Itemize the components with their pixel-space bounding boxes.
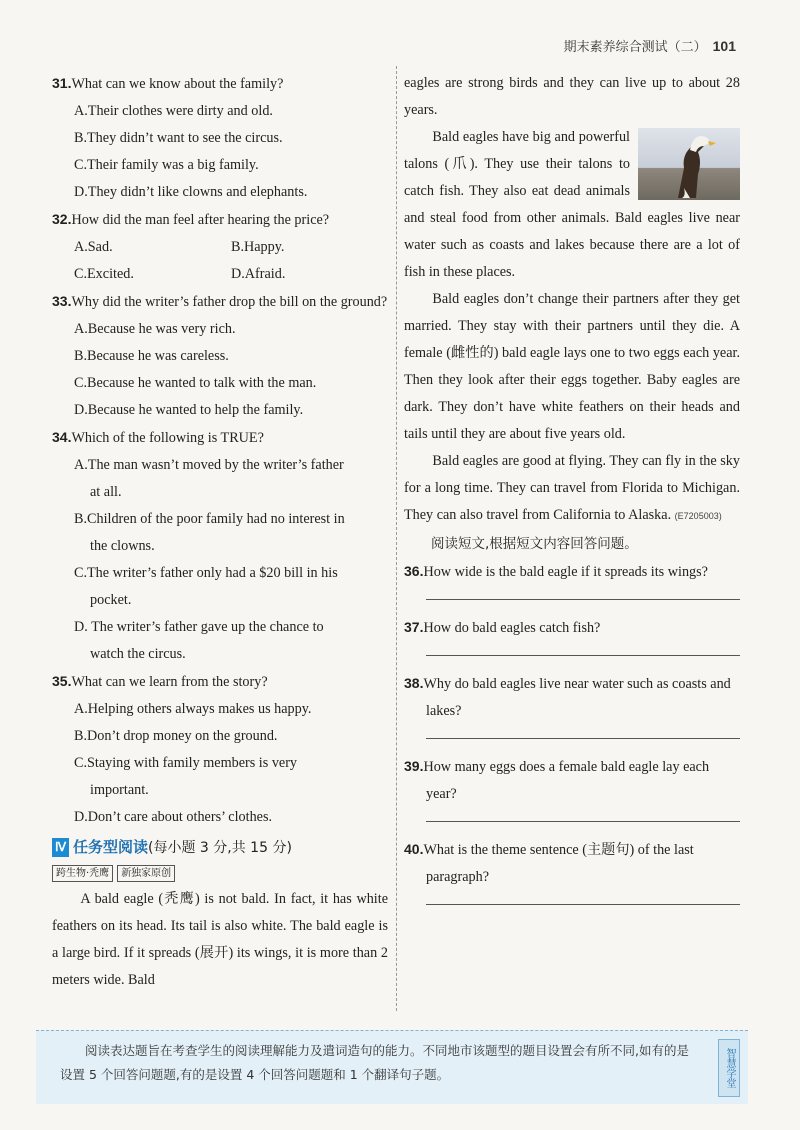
column-divider xyxy=(396,66,397,1011)
question-39 xyxy=(404,753,740,808)
bald-eagle-image xyxy=(638,128,740,200)
passage-paragraph-2: Bald eagles have big and powerful talons (爪). They use their talons to catch fish. They also eat dead animals and steal food from other animals. Bald eagles live near water such as coasts and lakes because there are a lot of fish in these places. xyxy=(404,129,740,280)
question-37 xyxy=(404,614,740,642)
passage-paragraph-4: Bald eagles are good at flying. They can fly in the sky for a long time. They can travel from Florida to Michigan. They can also travel from California to Alaska. (E7205003) xyxy=(404,453,740,523)
question-text: What is the theme sentence (主题句) of the last paragraph? xyxy=(423,842,694,885)
page-header xyxy=(564,36,736,55)
page-title: 期末素养综合测试（二） xyxy=(563,40,707,55)
tag: 跨生物·秃鹰 xyxy=(52,865,113,882)
option-a: A.Because he was very rich. xyxy=(74,321,236,337)
passage-paragraph-3: Bald eagles don’t change their partners after they get married. They stay with their partners until they die. A female (雌性的) bald eagle lays one to two eggs each year. Then they look after their eggs together. Baby eagles are dark. They don’t have white feathers on their heads and tails until they are about five years old. xyxy=(404,291,740,442)
question-number: 36. xyxy=(404,563,424,579)
option-d: D. The writer’s father gave up the chance to watch the circus. xyxy=(74,619,324,662)
option-row xyxy=(52,234,388,261)
option-a: A.The man wasn’t moved by the writer’s father at all. xyxy=(74,457,344,500)
question-number: 35. xyxy=(52,673,72,689)
tip-text: 阅读表达题旨在考查学生的阅读理解能力及遣词造句的能力。不同地市该题型的题目设置会有所不同,如有的是设置 5 个回答问题题,有的是设置 4 个回答问题题和 1 个翻译句子题。 xyxy=(60,1043,689,1082)
question-number: 31. xyxy=(52,75,72,91)
brand-badge: 智慧学堂 xyxy=(718,1039,740,1097)
question-33 xyxy=(52,288,388,316)
option-b: B.Children of the poor family had no interest in the clowns. xyxy=(74,511,345,554)
question-number: 32. xyxy=(52,211,72,227)
passage-paragraph-1: A bald eagle (秃鹰) is not bald. In fact, it has white feathers on its head. Its tail is also white. The bald eagle is a large bird. If it spreads (展开) its wings, it is more than 2 meters wide. Bald xyxy=(52,891,388,988)
question-text: How do bald eagles catch fish? xyxy=(423,620,601,636)
section-number-badge: Ⅳ xyxy=(52,838,69,857)
option-d: D.Don’t care about others’ clothes. xyxy=(74,809,273,825)
question-38 xyxy=(404,670,740,725)
question-number: 38. xyxy=(404,675,424,691)
section-title: 任务型阅读(每小题 3 分,共 15 分) xyxy=(73,838,292,856)
option-b: B.Because he was careless. xyxy=(74,348,229,364)
option-b: B.Happy. xyxy=(231,239,285,255)
answer-line[interactable] xyxy=(426,725,740,739)
option-d: D.Because he wanted to help the family. xyxy=(74,402,304,418)
question-code: (E7205003) xyxy=(674,511,722,521)
tip-box xyxy=(36,1030,748,1104)
question-32 xyxy=(52,206,388,234)
option-c: C.The writer’s father only had a $20 bill in his pocket. xyxy=(74,565,338,608)
question-number: 39. xyxy=(404,758,424,774)
section-score: (每小题 3 分,共 15 分) xyxy=(148,840,292,856)
passage-paragraph-1-continued: eagles are strong birds and they can live up to about 28 years. xyxy=(404,75,740,118)
option-a: A.Their clothes were dirty and old. xyxy=(74,103,273,119)
question-number: 33. xyxy=(52,293,72,309)
question-text: How many eggs does a female bald eagle lay each year? xyxy=(423,759,710,802)
question-36 xyxy=(404,558,740,586)
question-35 xyxy=(52,668,388,696)
answer-line[interactable] xyxy=(426,586,740,600)
option-c: C.Because he wanted to talk with the man. xyxy=(74,375,317,391)
option-a: A.Sad. xyxy=(74,239,113,255)
question-40 xyxy=(404,836,740,891)
question-text: Why did the writer’s father drop the bill on the ground? xyxy=(71,294,388,310)
question-34 xyxy=(52,424,388,452)
question-number: 37. xyxy=(404,619,424,635)
tag: 新独家原创 xyxy=(117,865,175,882)
question-text: What can we learn from the story? xyxy=(71,674,268,690)
option-d: D.Afraid. xyxy=(231,266,286,282)
tag-list xyxy=(52,865,388,882)
option-b: B.Don’t drop money on the ground. xyxy=(74,728,278,744)
question-text: How did the man feel after hearing the price? xyxy=(71,212,330,228)
passage-paragraph-2-block xyxy=(404,124,740,286)
question-text: Why do bald eagles live near water such as coasts and lakes? xyxy=(423,676,731,719)
option-d: D.They didn’t like clowns and elephants. xyxy=(74,184,308,200)
question-text: Which of the following is TRUE? xyxy=(71,430,264,446)
section-heading xyxy=(52,834,388,861)
option-c: C.Excited. xyxy=(74,266,134,282)
question-text: What can we know about the family? xyxy=(71,76,284,92)
option-b: B.They didn’t want to see the circus. xyxy=(74,130,283,146)
answer-line[interactable] xyxy=(426,891,740,905)
right-column xyxy=(404,70,740,919)
answer-line[interactable] xyxy=(426,642,740,656)
question-number: 40. xyxy=(404,841,424,857)
question-text: How wide is the bald eagle if it spreads its wings? xyxy=(423,564,708,580)
task-instruction: 阅读短文,根据短文内容回答问题。 xyxy=(431,536,638,552)
option-c: C.Staying with family members is very important. xyxy=(74,755,298,798)
question-number: 34. xyxy=(52,429,72,445)
option-row xyxy=(52,261,388,288)
answer-line[interactable] xyxy=(426,808,740,822)
option-c: C.Their family was a big family. xyxy=(74,157,259,173)
left-column xyxy=(52,70,388,994)
page-number: 101 xyxy=(712,38,736,54)
question-31 xyxy=(52,70,388,98)
option-a: A.Helping others always makes us happy. xyxy=(74,701,312,717)
